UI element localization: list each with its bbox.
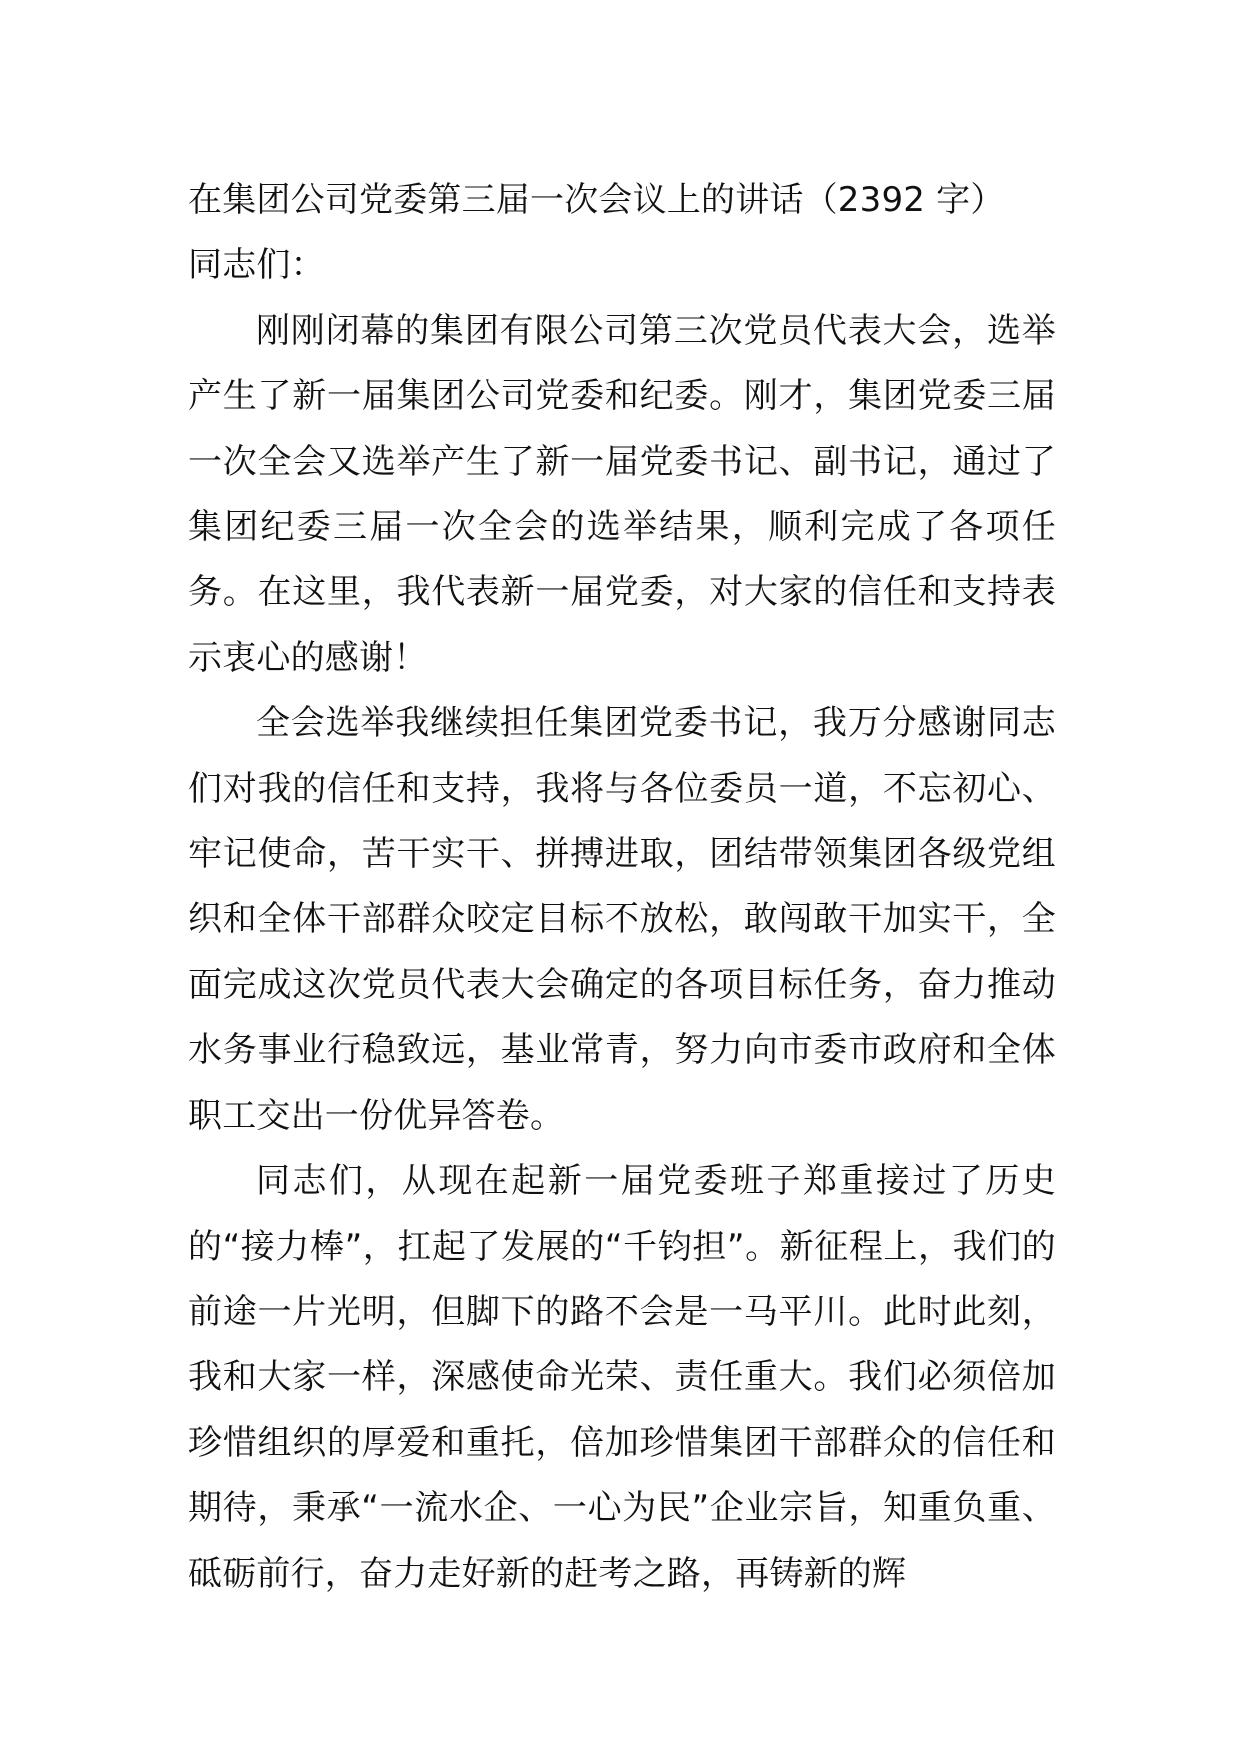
paragraph-2: 全会选举我继续担任集团党委书记，我万分感谢同志们对我的信任和支持，我将与各位委员一道，不忘初心、牢记使命，苦干实干、拼搏进取，团结带领集团各级党组织和全体干部群众咬定目标不放松，敢闯敢干加实干，全面完成这次党员代表大会确定的各项目标任务，奋力推动水务事业行稳致远，基业常青，努力向市委市政府和全体职工交出一份优异答卷。 xyxy=(188,703,1056,1136)
document-body xyxy=(188,168,1056,1607)
document-title: 在集团公司党委第三届一次会议上的讲话（2392 字） xyxy=(188,180,1005,220)
paragraph-1: 刚刚闭幕的集团有限公司第三次党员代表大会，选举产生了新一届集团公司党委和纪委。刚才，集团党委三届一次全会又选举产生了新一届党委书记、副书记，通过了集团纪委三届一次全会的选举结果，顺利完成了各项任务。在这里，我代表新一届党委，对大家的信任和支持表示衷心的感谢！ xyxy=(188,310,1056,678)
paragraph-3: 同志们，从现在起新一届党委班子郑重接过了历史的“接力棒”，扛起了发展的“千钧担”。新征程上，我们的前途一片光明，但脚下的路不会是一马平川。此时此刻，我和大家一样，深感使命光荣、责任重大。我们必须倍加珍惜组织的厚爱和重托，倍加珍惜集团干部群众的信任和期待，秉承“一流水企、一心为民”企业宗旨，知重负重、砥砺前行，奋力走好新的赶考之路，再铸新的辉 xyxy=(188,1161,1056,1594)
salutation: 同志们： xyxy=(188,245,325,286)
